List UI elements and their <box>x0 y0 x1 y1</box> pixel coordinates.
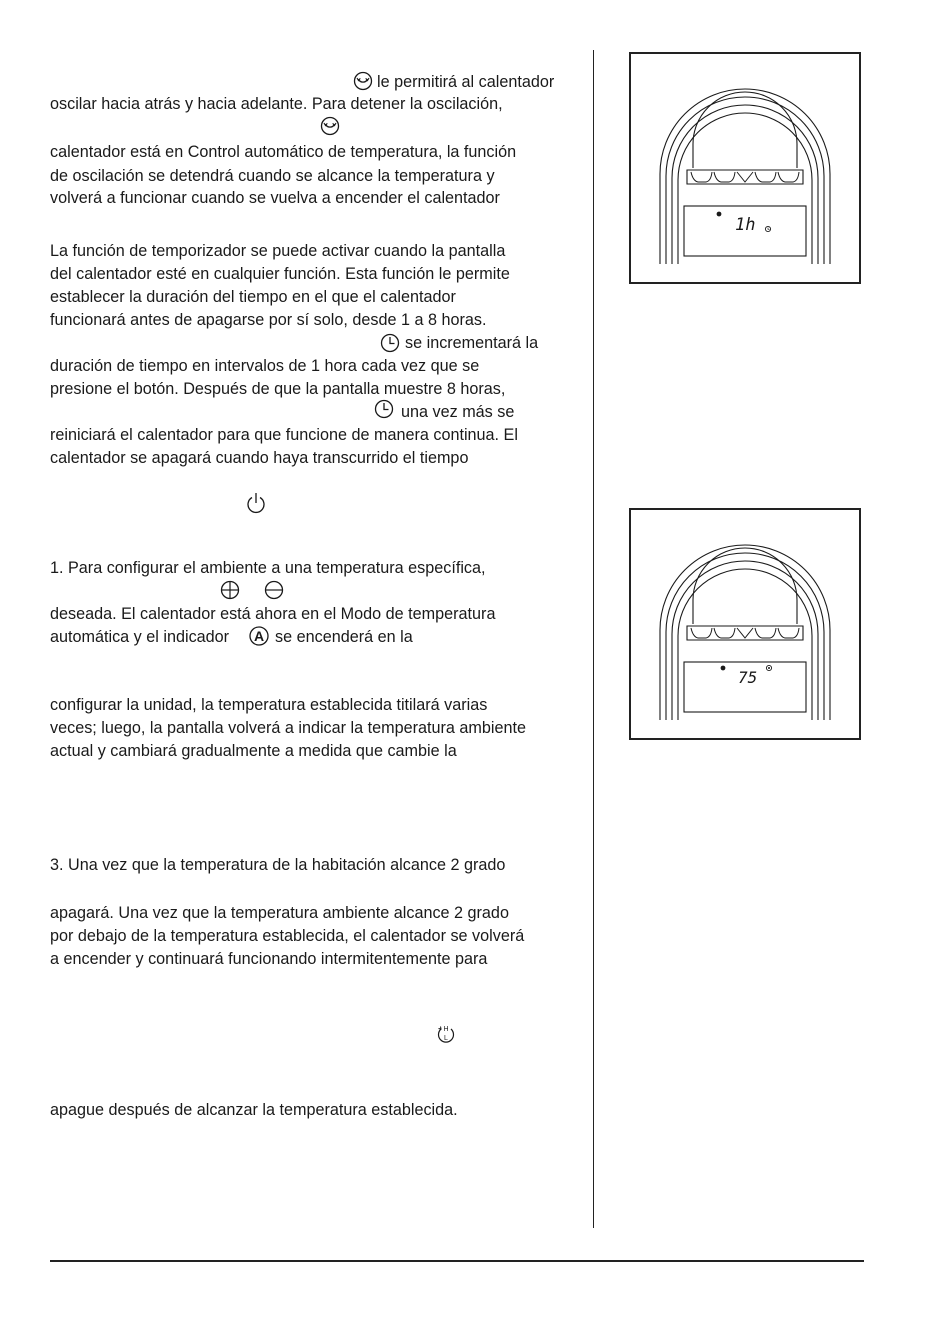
text-line: 1. Para configurar el ambiente a una temperatura específica, <box>50 559 486 577</box>
text-line: funcionará antes de apagarse por sí solo, desde 1 a 8 horas. <box>50 311 487 329</box>
heat-level-icon <box>435 1022 457 1046</box>
text-line: oscilar hacia atrás y hacia adelante. Para detener la oscilación, <box>50 95 503 113</box>
timer-display-figure <box>629 52 861 284</box>
text-line: duración de tiempo en intervalos de 1 hora cada vez que se <box>50 357 480 375</box>
timer-indicator-icon <box>765 226 770 231</box>
text-line: 3. Una vez que la temperatura de la habitación alcance 2 grado <box>50 856 506 874</box>
text-line: del calentador esté en cualquier función. Esta función le permite <box>50 265 510 283</box>
plus-icon <box>220 580 240 600</box>
temperature-display-figure <box>629 508 861 740</box>
heat-level-h: H <box>443 1026 449 1033</box>
text-line: por debajo de la temperatura establecida, el calentador se volverá <box>50 927 525 945</box>
text-line: automática y el indicador <box>50 628 230 646</box>
auto-indicator-icon <box>766 665 771 670</box>
text-line: apagará. Una vez que la temperatura ambiente alcance 2 grado <box>50 904 509 922</box>
power-icon <box>246 492 266 514</box>
heater-illustration <box>631 54 859 282</box>
text-line: de oscilación se detendrá cuando se alcance la temperatura y <box>50 167 495 185</box>
timer-icon <box>374 399 394 419</box>
text-line: presione el botón. Después de que la pantalla muestre 8 horas, <box>50 380 506 398</box>
oscillation-icon <box>320 116 340 136</box>
text-line: La función de temporizador se puede activar cuando la pantalla <box>50 242 506 260</box>
text-line: establecer la duración del tiempo en el que el calentador <box>50 288 456 306</box>
text-line: deseada. El calentador está ahora en el Modo de temperatura <box>50 605 496 623</box>
heat-level-l: L <box>444 1035 448 1042</box>
text-line: actual y cambiará gradualmente a medida que cambie la <box>50 742 457 760</box>
oscillation-icon <box>353 71 373 91</box>
timer-display-value: 1h <box>735 215 756 235</box>
text-line: a encender y continuará funcionando intermitentemente para <box>50 950 488 968</box>
minus-icon <box>264 580 284 600</box>
heater-illustration <box>631 510 859 738</box>
text-line: apague después de alcanzar la temperatura establecida. <box>50 1101 458 1119</box>
text-line: veces; luego, la pantalla volverá a indicar la temperatura ambiente <box>50 719 527 737</box>
temperature-display-value: 75 <box>738 668 758 687</box>
text-line: volverá a funcionar cuando se vuelva a encender el calentador <box>50 189 500 207</box>
text-line: reiniciará el calentador para que funcione de manera continua. El <box>50 426 518 444</box>
text-line: se incrementará la <box>405 334 539 352</box>
text-line: calentador está en Control automático de temperatura, la función <box>50 143 517 161</box>
timer-icon <box>380 333 400 353</box>
display-indicator-dot <box>717 212 722 217</box>
text-line: una vez más se <box>401 403 515 421</box>
text-line: le permitirá al calentador <box>377 73 555 91</box>
footer-rule <box>50 1260 864 1262</box>
column-divider <box>593 50 594 1228</box>
text-line: se encenderá en la <box>275 628 413 646</box>
auto-letter: A <box>253 628 265 644</box>
display-indicator-dot <box>721 666 726 671</box>
text-line: configurar la unidad, la temperatura establecida titilará varias <box>50 696 488 714</box>
text-line: calentador se apagará cuando haya transcurrido el tiempo <box>50 449 469 467</box>
auto-mode-icon <box>249 626 269 646</box>
